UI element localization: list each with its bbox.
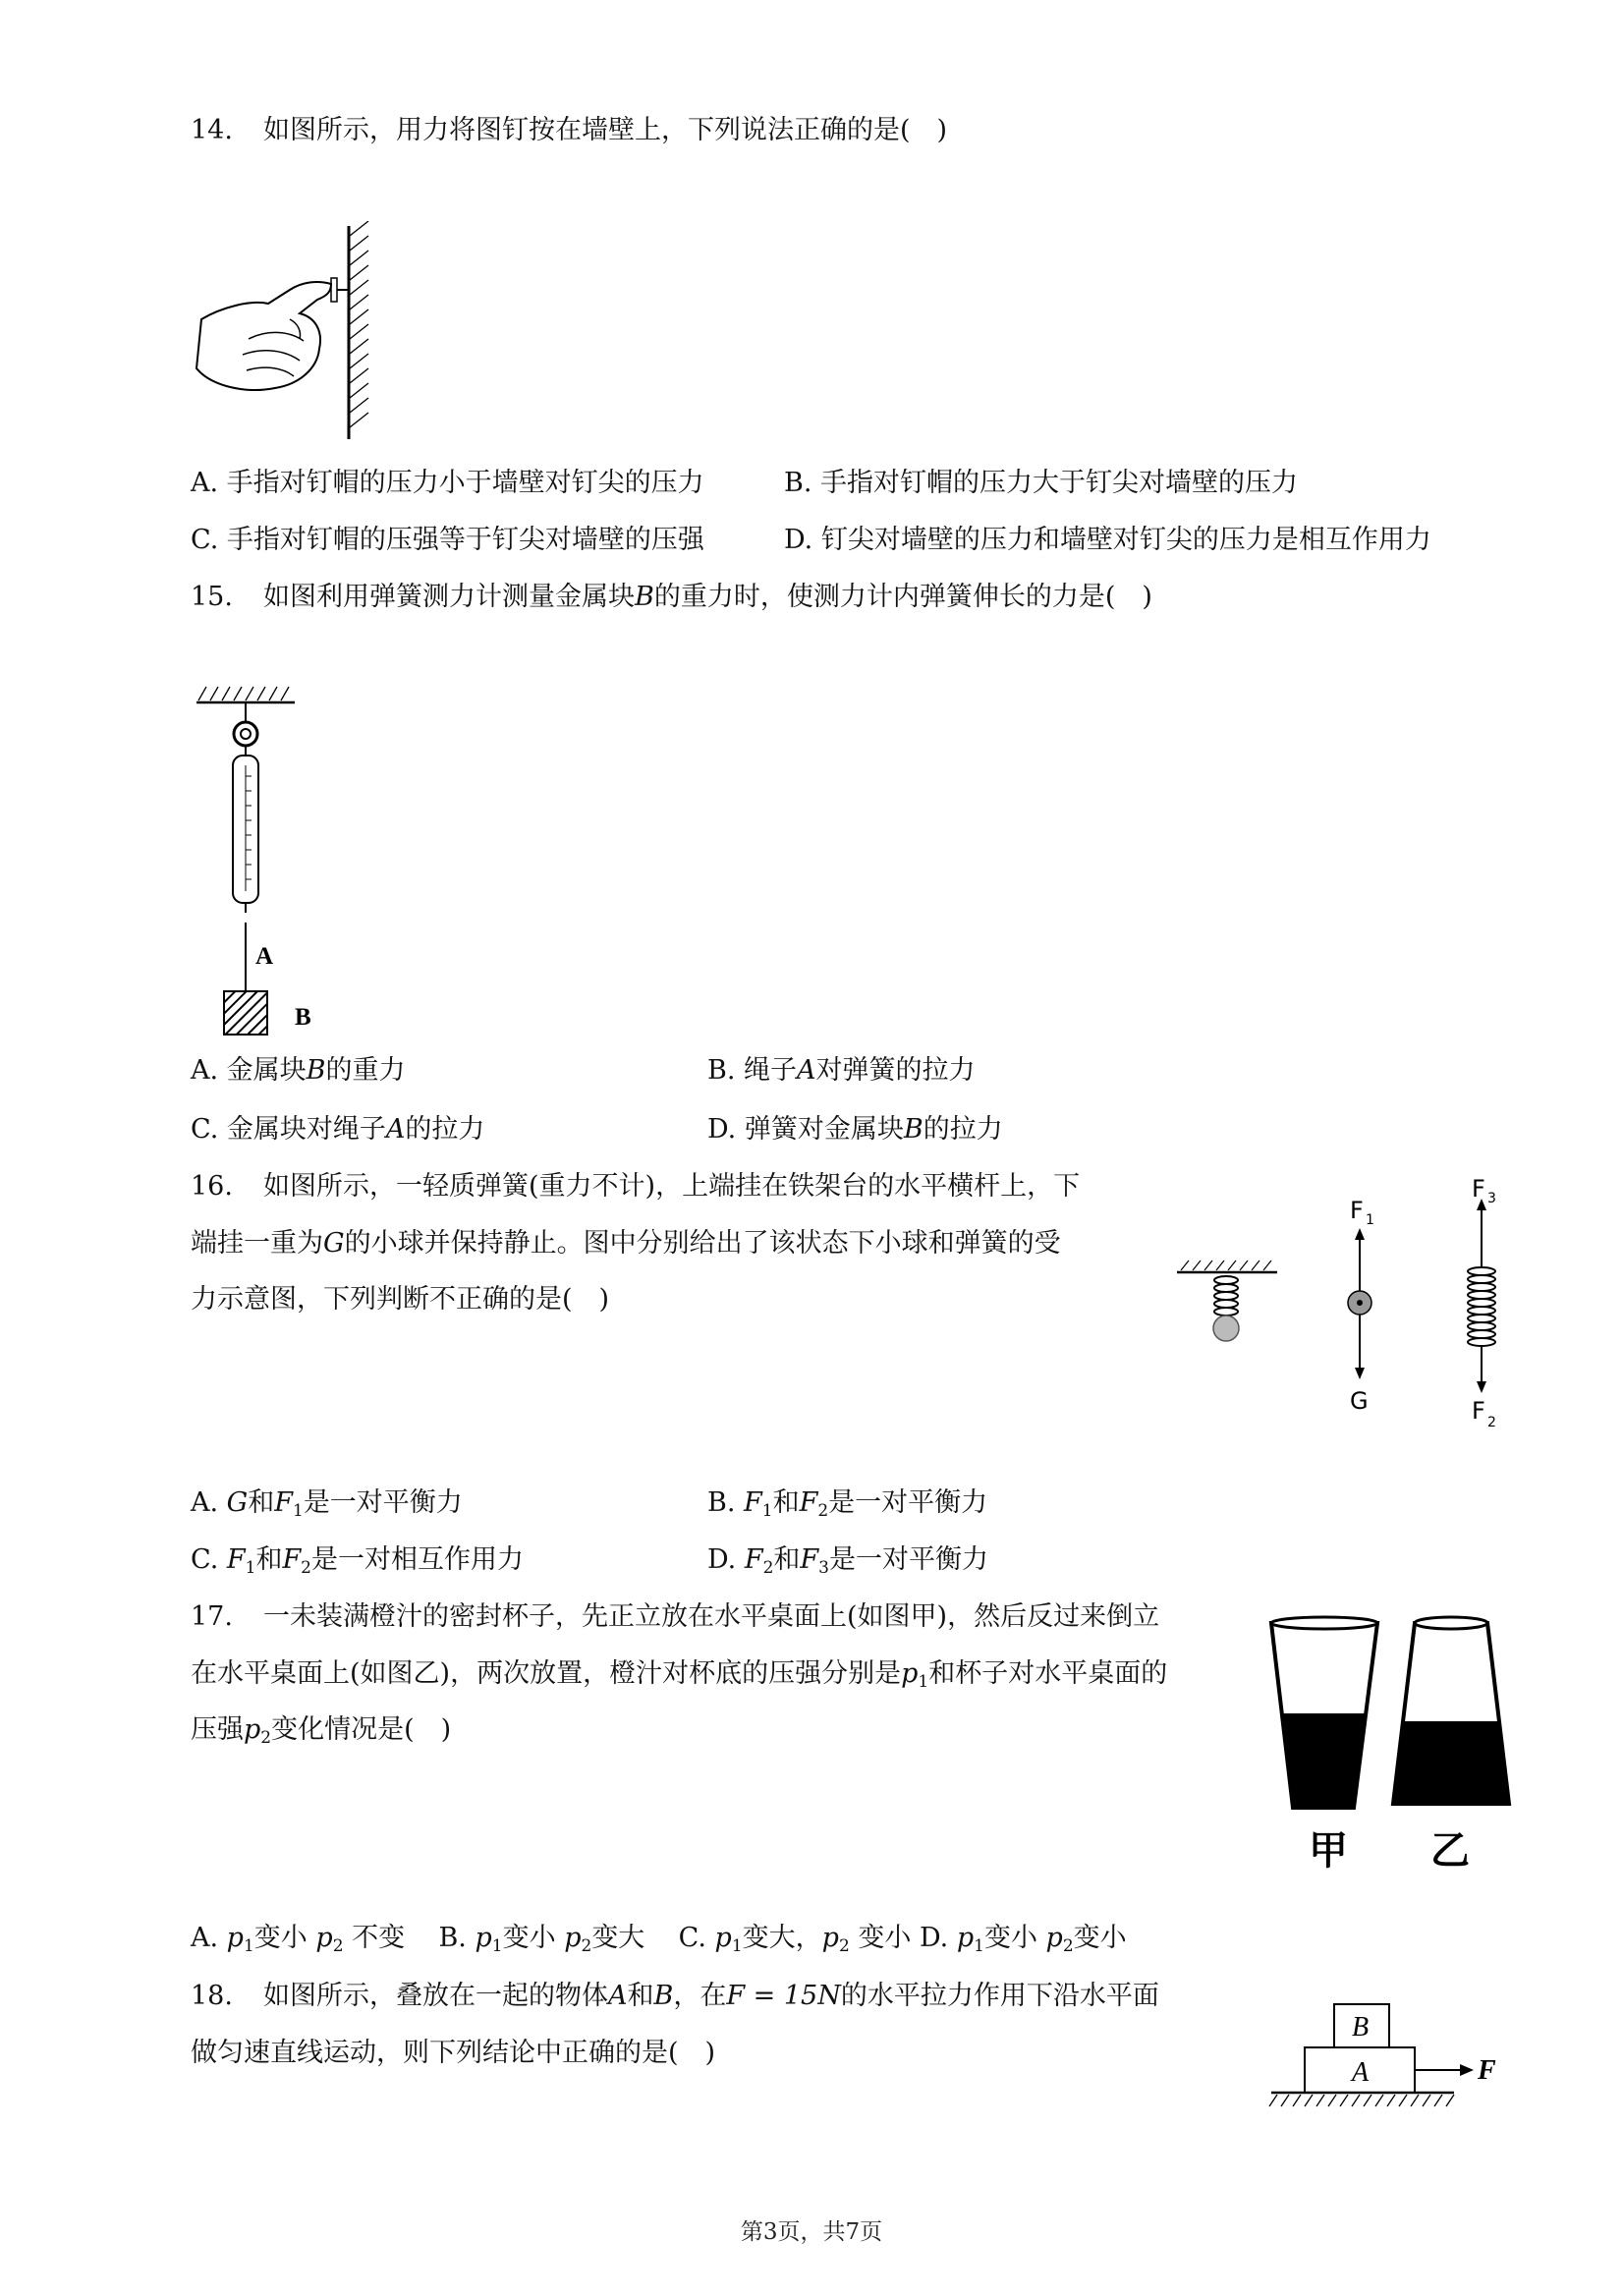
q14-option-d: D. 钉尖对墙壁的压力和墙壁对钉尖的压力是相互作用力 <box>784 525 1431 555</box>
q16-opt-c-a: F <box>226 1544 246 1575</box>
q16-opt-b-a: F <box>744 1487 762 1518</box>
q14-option-c: C. 手指对钉帽的压强等于钉尖对墙壁的压强 <box>191 525 704 555</box>
q16-opt-d-a: F <box>744 1544 763 1575</box>
q15-fig-label-a: A <box>255 943 274 970</box>
q18-line1-post: 的水平拉力作用下沿水平面 <box>840 1981 1159 2011</box>
q15-number: 15. <box>191 582 233 612</box>
q15-opt-b-var: A <box>797 1055 816 1086</box>
q14-stem-text: 如图所示，用力将图钉按在墙壁上，下列说法正确的是( ) <box>263 115 948 145</box>
q15-option-d <box>707 1110 1003 1149</box>
q16-option-c <box>191 1540 524 1588</box>
q17-line1-text: 一未装满橙汁的密封杯子，先正立放在水平桌面上(如图甲)，然后反过来倒立 <box>263 1601 1160 1632</box>
q18-line1-mid: ，在 <box>673 1981 727 2011</box>
q17-cups-figure <box>1267 1611 1523 1876</box>
q17-line3-var: p <box>244 1714 261 1745</box>
q15-stem-post: 的重力时，使测力计内弹簧伸长的力是( ) <box>653 582 1152 612</box>
page-footer: 第3页，共7页 <box>740 2219 883 2245</box>
q17-line3-sub: 2 <box>260 1728 272 1748</box>
q17-option-d: D. $p_1$变小 $p_2$变小 <box>919 1923 1127 1956</box>
q17-option-a: A. $p_1$变小 $p_2$ 不变 <box>191 1923 406 1956</box>
q15-opt-a-pre: A. 金属块 <box>191 1055 307 1086</box>
q15-fig-label-b: B <box>295 1004 311 1031</box>
q15-option-a <box>191 1051 406 1091</box>
q16-opt-d-b: F <box>800 1544 819 1575</box>
q16-opt-c-pre: C. <box>191 1544 227 1575</box>
q16-opt-a-b-sub: 1 <box>292 1501 304 1521</box>
q15-opt-d-pre: D. 弹簧对金属块 <box>707 1114 904 1145</box>
q17-options <box>191 1919 1127 1966</box>
q16-opt-b-b-sub: 2 <box>817 1501 829 1521</box>
q16-spring-figure <box>1175 1179 1539 1439</box>
q15-opt-a-var: B <box>306 1055 326 1086</box>
q16-opt-b-a-sub: 1 <box>761 1501 773 1521</box>
q17-stem-line1 <box>191 1597 1159 1637</box>
q17-number: 17. <box>191 1601 233 1632</box>
q16-stem-line2 <box>191 1224 1061 1263</box>
q17-line2-pre: 在水平桌面上(如图乙)，两次放置，橙汁对杯底的压强分别是 <box>191 1658 902 1689</box>
q15-opt-d-var: B <box>903 1114 923 1145</box>
q16-fig-f3-sub: 3 <box>1487 1191 1496 1206</box>
q16-opt-d-b-sub: 3 <box>818 1558 829 1578</box>
q18-fig-label-a: A <box>1352 2057 1370 2088</box>
q16-number: 16. <box>191 1171 233 1202</box>
q17-fig-label-yi: 乙 <box>1430 1828 1470 1874</box>
q15-stem-pre: 如图利用弹簧测力计测量金属块 <box>263 582 635 612</box>
q14-option-b: B. 手指对钉帽的压力大于钉尖对墙壁的压力 <box>784 468 1299 498</box>
q16-stem-line3: 力示意图，下列判断不正确的是( ) <box>191 1284 610 1315</box>
q16-fig-f1-sub: 1 <box>1366 1212 1374 1228</box>
q17-line3-post: 变化情况是( ) <box>271 1714 452 1745</box>
q17-line2-post: 和杯子对水平桌面的 <box>928 1658 1168 1689</box>
q16-line2-pre: 端挂一重为 <box>191 1228 323 1259</box>
q16-option-b <box>707 1484 987 1531</box>
q18-fig-label-b: B <box>1352 2012 1370 2043</box>
q18-line1-a: A <box>608 1981 628 2011</box>
q18-number: 18. <box>191 1981 233 2011</box>
q15-opt-b-post: 对弹簧的拉力 <box>815 1055 976 1086</box>
q16-opt-c-post: 是一对相互作用力 <box>311 1544 524 1575</box>
q16-fig-f2-sub: 2 <box>1487 1415 1496 1430</box>
q15-option-b <box>707 1051 976 1091</box>
q15-stem-var: B <box>635 582 654 612</box>
q15-option-c <box>191 1110 484 1149</box>
q16-fig-f2: F <box>1472 1397 1485 1425</box>
q18-line1-f: F = 15N <box>726 1981 841 2011</box>
q17-option-b: B. $p_1$变小 $p_2$变大 <box>438 1923 645 1956</box>
q15-stem <box>191 578 1152 617</box>
q15-opt-a-post: 的重力 <box>325 1055 406 1086</box>
q15-spring-scale-figure <box>187 683 344 1041</box>
q16-opt-d-pre: D. <box>707 1544 745 1575</box>
q18-blocks-figure <box>1267 1994 1523 2142</box>
q16-option-a <box>191 1484 463 1531</box>
q18-stem-line2: 做匀速直线运动，则下列结论中正确的是( ) <box>191 2038 716 2068</box>
q15-opt-d-post: 的拉力 <box>923 1114 1003 1145</box>
q14-stem <box>191 111 947 150</box>
q18-line1-and: 和 <box>627 1981 654 2011</box>
q16-opt-a-a: G <box>226 1487 249 1518</box>
q16-line1-text: 如图所示，一轻质弹簧(重力不计)，上端挂在铁架台的水平横杆上，下 <box>263 1171 1081 1202</box>
q16-fig-f1: F <box>1350 1197 1364 1224</box>
q16-fig-g: G <box>1350 1387 1369 1415</box>
q16-opt-a-post: 是一对平衡力 <box>303 1487 463 1518</box>
q17-stem-line3 <box>191 1710 451 1758</box>
q16-opt-a-pre: A. <box>191 1487 227 1518</box>
q16-line2-post: 的小球并保持静止。图中分别给出了该状态下小球和弹簧的受 <box>344 1228 1061 1259</box>
q14-thumbtack-figure <box>192 221 388 447</box>
q16-opt-d-a-sub: 2 <box>762 1558 774 1578</box>
q16-opt-a-mid: 和 <box>248 1487 275 1518</box>
q16-opt-d-mid: 和 <box>773 1544 801 1575</box>
q16-opt-c-b: F <box>282 1544 302 1575</box>
q17-line3-pre: 压强 <box>191 1714 244 1745</box>
q17-line2-sub: 1 <box>918 1672 929 1692</box>
q17-fig-label-jia: 甲 <box>1309 1828 1348 1874</box>
q16-line2-var: G <box>323 1228 345 1259</box>
q15-opt-b-pre: B. 绳子 <box>707 1055 798 1086</box>
q16-opt-b-b: F <box>799 1487 818 1518</box>
q14-number: 14. <box>191 115 233 145</box>
q17-line2-var: p <box>901 1658 919 1689</box>
q15-opt-c-pre: C. 金属块对绳子 <box>191 1114 386 1145</box>
q16-stem-line1 <box>191 1167 1080 1206</box>
q16-opt-c-mid: 和 <box>255 1544 283 1575</box>
q16-opt-b-post: 是一对平衡力 <box>828 1487 988 1518</box>
q16-opt-b-mid: 和 <box>772 1487 800 1518</box>
q18-stem-line1 <box>191 1977 1159 2016</box>
q18-line1-b: B <box>653 1981 674 2011</box>
q16-opt-b-pre: B. <box>707 1487 745 1518</box>
q17-stem-line2 <box>191 1654 1167 1702</box>
q16-fig-f3: F <box>1472 1179 1485 1203</box>
q14-option-a: A. 手指对钉帽的压力小于墙壁对钉尖的压力 <box>191 468 704 498</box>
q15-opt-c-post: 的拉力 <box>405 1114 485 1145</box>
q16-opt-c-a-sub: 1 <box>245 1558 256 1578</box>
q16-opt-c-b-sub: 2 <box>301 1558 311 1578</box>
q16-option-d <box>707 1540 988 1588</box>
q18-line1-pre: 如图所示，叠放在一起的物体 <box>263 1981 608 2011</box>
q15-opt-c-var: A <box>385 1114 406 1145</box>
q17-option-c: C. $p_1$变大，$p_2$ 变小 <box>678 1923 912 1956</box>
q18-fig-label-f: F <box>1478 2055 1496 2086</box>
q16-opt-a-b: F <box>274 1487 293 1518</box>
q16-opt-d-post: 是一对平衡力 <box>828 1544 988 1575</box>
